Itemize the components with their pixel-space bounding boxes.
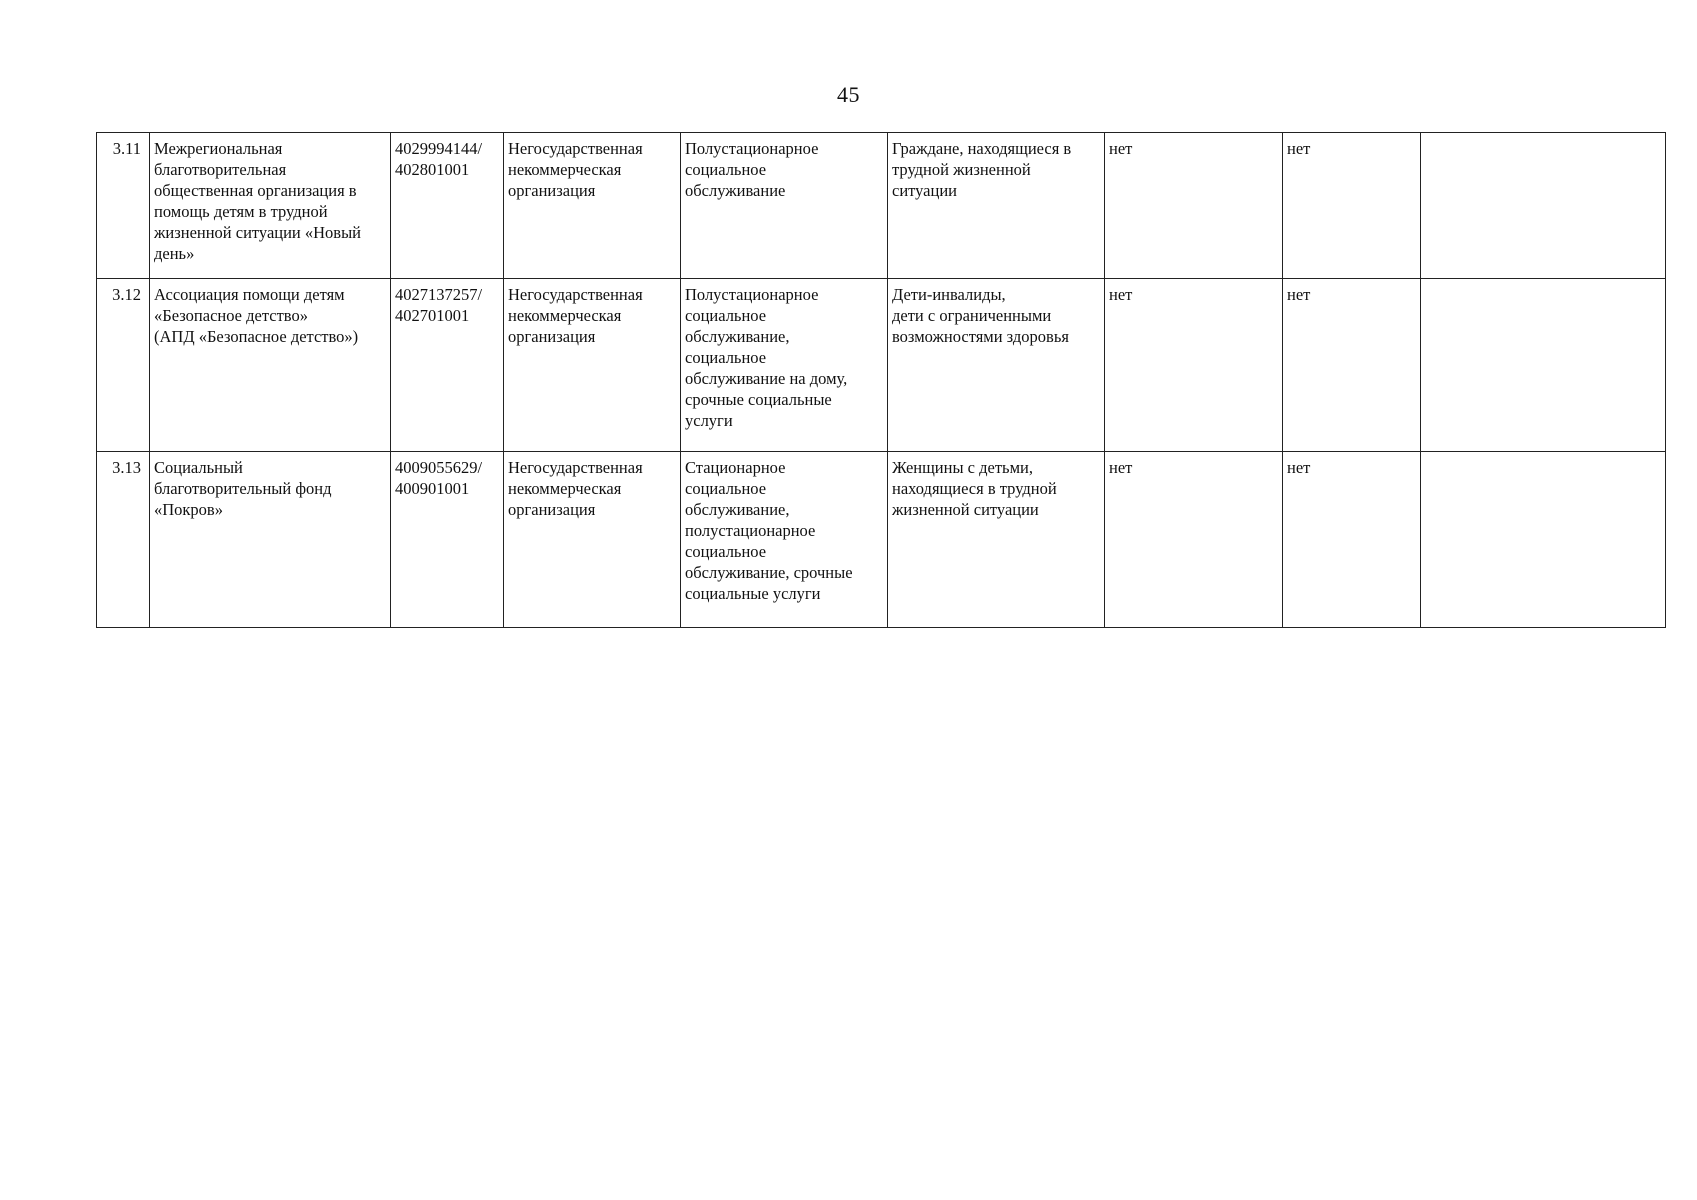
organization-name-line: Ассоциация помощи детям [154, 285, 345, 304]
recipients-line: трудной жизненной [892, 160, 1031, 179]
column-7-cell: нет [1105, 279, 1283, 452]
organization-type-cell [504, 133, 681, 279]
column-9-cell [1421, 279, 1666, 452]
kpp-value: 402801001 [395, 160, 470, 179]
organization-type-line: некоммерческая [508, 479, 622, 498]
column-8-cell: нет [1283, 452, 1421, 628]
recipients-line: возможностями здоровья [892, 327, 1069, 346]
service-form-line: обслуживание, срочные [685, 563, 853, 582]
service-form-line: социальное [685, 542, 767, 561]
inn-kpp-cell [391, 279, 504, 452]
organization-name-line: благотворительная [154, 160, 287, 179]
service-form-line: обслуживание [685, 181, 786, 200]
inn-kpp-cell [391, 133, 504, 279]
service-form-line: услуги [685, 411, 733, 430]
organization-name-line: жизненной ситуации «Новый [154, 223, 362, 242]
column-9-cell [1421, 133, 1666, 279]
inn-value: 4009055629/ [395, 458, 483, 477]
service-form-line: обслуживание, [685, 327, 790, 346]
column-8-cell: нет [1283, 133, 1421, 279]
organization-type-line: некоммерческая [508, 160, 622, 179]
organization-type-line: Негосударственная [508, 458, 643, 477]
service-form-line: социальное [685, 306, 767, 325]
organization-name-line: Социальный [154, 458, 243, 477]
table-row [97, 452, 1666, 628]
recipients-line: находящиеся в трудной [892, 479, 1057, 498]
service-form-line: социальное [685, 348, 767, 367]
service-form-cell [681, 279, 888, 452]
organization-name-line: день» [154, 244, 195, 263]
service-form-line: Полустационарное [685, 139, 819, 158]
providers-table [96, 132, 1666, 628]
organization-name-cell [150, 279, 391, 452]
recipients-line: дети с ограниченными [892, 306, 1052, 325]
column-7-cell: нет [1105, 133, 1283, 279]
row-number: 3.12 [97, 279, 150, 452]
column-8-cell: нет [1283, 279, 1421, 452]
organization-name-line: «Покров» [154, 500, 223, 519]
recipients-line: жизненной ситуации [892, 500, 1039, 519]
organization-type-line: некоммерческая [508, 306, 622, 325]
organization-type-line: организация [508, 327, 596, 346]
service-form-line: обслуживание на дому, [685, 369, 848, 388]
service-form-line: полустационарное [685, 521, 816, 540]
inn-value: 4029994144/ [395, 139, 483, 158]
organization-type-line: Негосударственная [508, 139, 643, 158]
column-9-cell [1421, 452, 1666, 628]
organization-type-cell [504, 452, 681, 628]
page-number: 45 [837, 82, 860, 107]
organization-name-line: Межрегиональная [154, 139, 283, 158]
organization-type-line: организация [508, 500, 596, 519]
organization-name-line: общественная организация в [154, 181, 357, 200]
inn-value: 4027137257/ [395, 285, 483, 304]
kpp-value: 400901001 [395, 479, 470, 498]
service-form-line: обслуживание, [685, 500, 790, 519]
service-form-line: социальное [685, 479, 767, 498]
organization-type-cell [504, 279, 681, 452]
recipients-cell [888, 452, 1105, 628]
recipients-line: Граждане, находящиеся в [892, 139, 1072, 158]
service-form-line: социальные услуги [685, 584, 821, 603]
organization-name-line: (АПД «Безопасное детство») [154, 327, 359, 346]
service-form-line: Стационарное [685, 458, 786, 477]
table-row [97, 279, 1666, 452]
column-7-cell: нет [1105, 452, 1283, 628]
organization-name-line: благотворительный фонд [154, 479, 332, 498]
recipients-line: Дети-инвалиды, [892, 285, 1006, 304]
recipients-line: ситуации [892, 181, 957, 200]
service-form-line: Полустационарное [685, 285, 819, 304]
row-number: 3.11 [97, 133, 150, 279]
recipients-line: Женщины с детьми, [892, 458, 1033, 477]
organization-name-cell [150, 452, 391, 628]
service-form-line: срочные социальные [685, 390, 832, 409]
recipients-cell [888, 133, 1105, 279]
kpp-value: 402701001 [395, 306, 470, 325]
service-form-cell [681, 133, 888, 279]
row-number: 3.13 [97, 452, 150, 628]
inn-kpp-cell [391, 452, 504, 628]
organization-name-line: «Безопасное детство» [154, 306, 308, 325]
service-form-cell [681, 452, 888, 628]
table-row [97, 133, 1666, 279]
organization-name-line: помощь детям в трудной [154, 202, 328, 221]
recipients-cell [888, 279, 1105, 452]
organization-name-cell [150, 133, 391, 279]
organization-type-line: Негосударственная [508, 285, 643, 304]
service-form-line: социальное [685, 160, 767, 179]
organization-type-line: организация [508, 181, 596, 200]
